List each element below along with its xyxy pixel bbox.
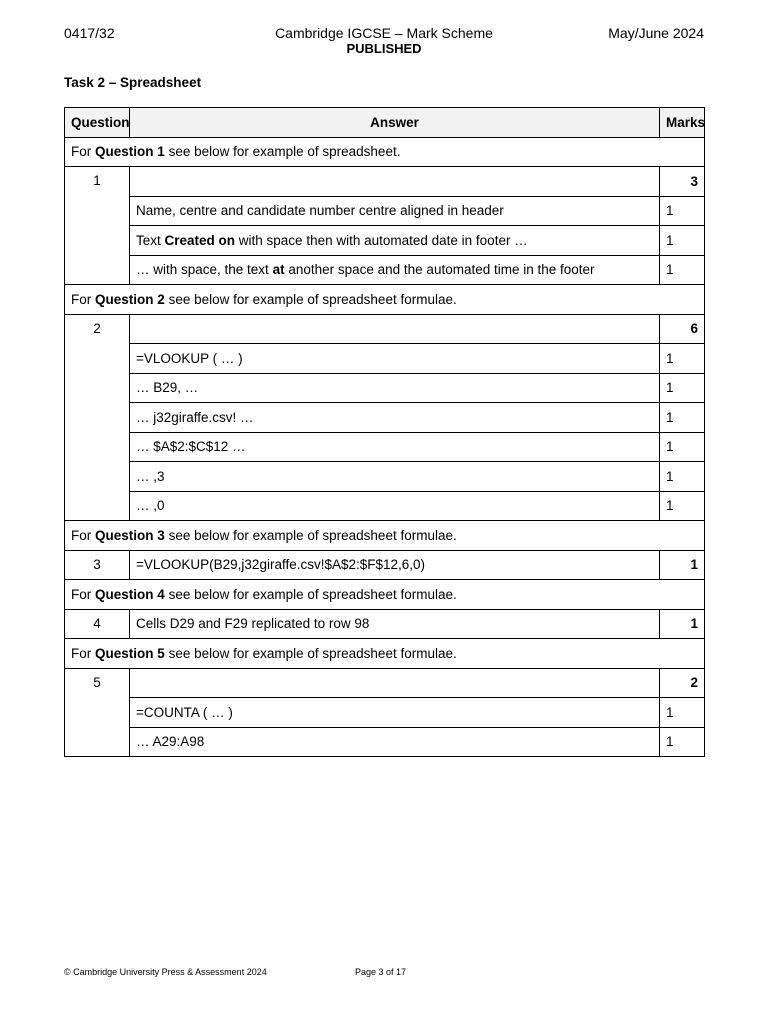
answer-cell: Name, centre and candidate number centre aligned in header (130, 196, 660, 226)
task-title: Task 2 – Spreadsheet (64, 75, 202, 90)
mark-scheme-title: Cambridge IGCSE – Mark Scheme (275, 25, 493, 41)
table-header-row (65, 108, 705, 138)
answer-cell (130, 668, 660, 698)
table-row (65, 462, 705, 492)
total-marks: 1 (660, 609, 705, 639)
copyright-notice: © Cambridge University Press & Assessment 2024 (64, 967, 267, 977)
question-2-intro: For Question 2 see below for example of spreadsheet formulae. (65, 285, 705, 315)
header-question: Question (65, 108, 130, 138)
paper-code: 0417/32 (64, 25, 115, 41)
question-1-intro-row (65, 137, 705, 167)
table-row (65, 314, 705, 344)
mark-cell: 1 (660, 373, 705, 403)
mark-cell: 1 (660, 255, 705, 285)
table-row (65, 432, 705, 462)
published-label: PUBLISHED (346, 41, 422, 56)
answer-cell: … with space, the text at another space and the automated time in the footer (130, 255, 660, 285)
mark-cell: 1 (660, 344, 705, 374)
mark-cell: 1 (660, 727, 705, 757)
mark-scheme-table (64, 107, 705, 757)
header-answer: Answer (130, 108, 660, 138)
table-row (65, 698, 705, 728)
mark-cell: 1 (660, 462, 705, 492)
answer-cell: Text Created on with space then with automated date in footer … (130, 226, 660, 256)
question-number: 3 (65, 550, 130, 580)
mark-cell: 1 (660, 698, 705, 728)
table-row (65, 609, 705, 639)
table-row (65, 167, 705, 197)
table-row (65, 373, 705, 403)
total-marks: 1 (660, 550, 705, 580)
mark-cell: 1 (660, 403, 705, 433)
mark-cell: 1 (660, 491, 705, 521)
answer-cell: … A29:A98 (130, 727, 660, 757)
question-5-intro-row (65, 639, 705, 669)
exam-session: May/June 2024 (608, 25, 704, 41)
question-number: 1 (65, 167, 130, 285)
total-marks: 6 (660, 314, 705, 344)
answer-cell (130, 167, 660, 197)
answer-cell: … ,0 (130, 491, 660, 521)
question-number: 5 (65, 668, 130, 757)
question-1-intro: For Question 1 see below for example of spreadsheet. (65, 137, 705, 167)
mark-cell: 1 (660, 432, 705, 462)
question-number: 2 (65, 314, 130, 521)
answer-cell: … j32giraffe.csv! … (130, 403, 660, 433)
total-marks: 2 (660, 668, 705, 698)
table-row (65, 550, 705, 580)
header-marks: Marks (660, 108, 705, 138)
answer-cell: … B29, … (130, 373, 660, 403)
question-4-intro: For Question 4 see below for example of spreadsheet formulae. (65, 580, 705, 610)
table-row (65, 491, 705, 521)
answer-cell: … $A$2:$C$12 … (130, 432, 660, 462)
answer-cell: =VLOOKUP ( … ) (130, 344, 660, 374)
table-row (65, 226, 705, 256)
mark-cell: 1 (660, 196, 705, 226)
question-2-intro-row (65, 285, 705, 315)
page-number: Page 3 of 17 (355, 967, 407, 977)
table-row (65, 727, 705, 757)
answer-cell: Cells D29 and F29 replicated to row 98 (130, 609, 660, 639)
total-marks: 3 (660, 167, 705, 197)
table-row (65, 196, 705, 226)
table-row (65, 344, 705, 374)
question-3-intro-row (65, 521, 705, 551)
question-number: 4 (65, 609, 130, 639)
question-5-intro: For Question 5 see below for example of spreadsheet formulae. (65, 639, 705, 669)
table-row (65, 668, 705, 698)
answer-cell (130, 314, 660, 344)
mark-cell: 1 (660, 226, 705, 256)
answer-cell: =COUNTA ( … ) (130, 698, 660, 728)
table-row (65, 255, 705, 285)
answer-cell: … ,3 (130, 462, 660, 492)
answer-cell: =VLOOKUP(B29,j32giraffe.csv!$A$2:$F$12,6,0) (130, 550, 660, 580)
question-4-intro-row (65, 580, 705, 610)
question-3-intro: For Question 3 see below for example of spreadsheet formulae. (65, 521, 705, 551)
table-row (65, 403, 705, 433)
